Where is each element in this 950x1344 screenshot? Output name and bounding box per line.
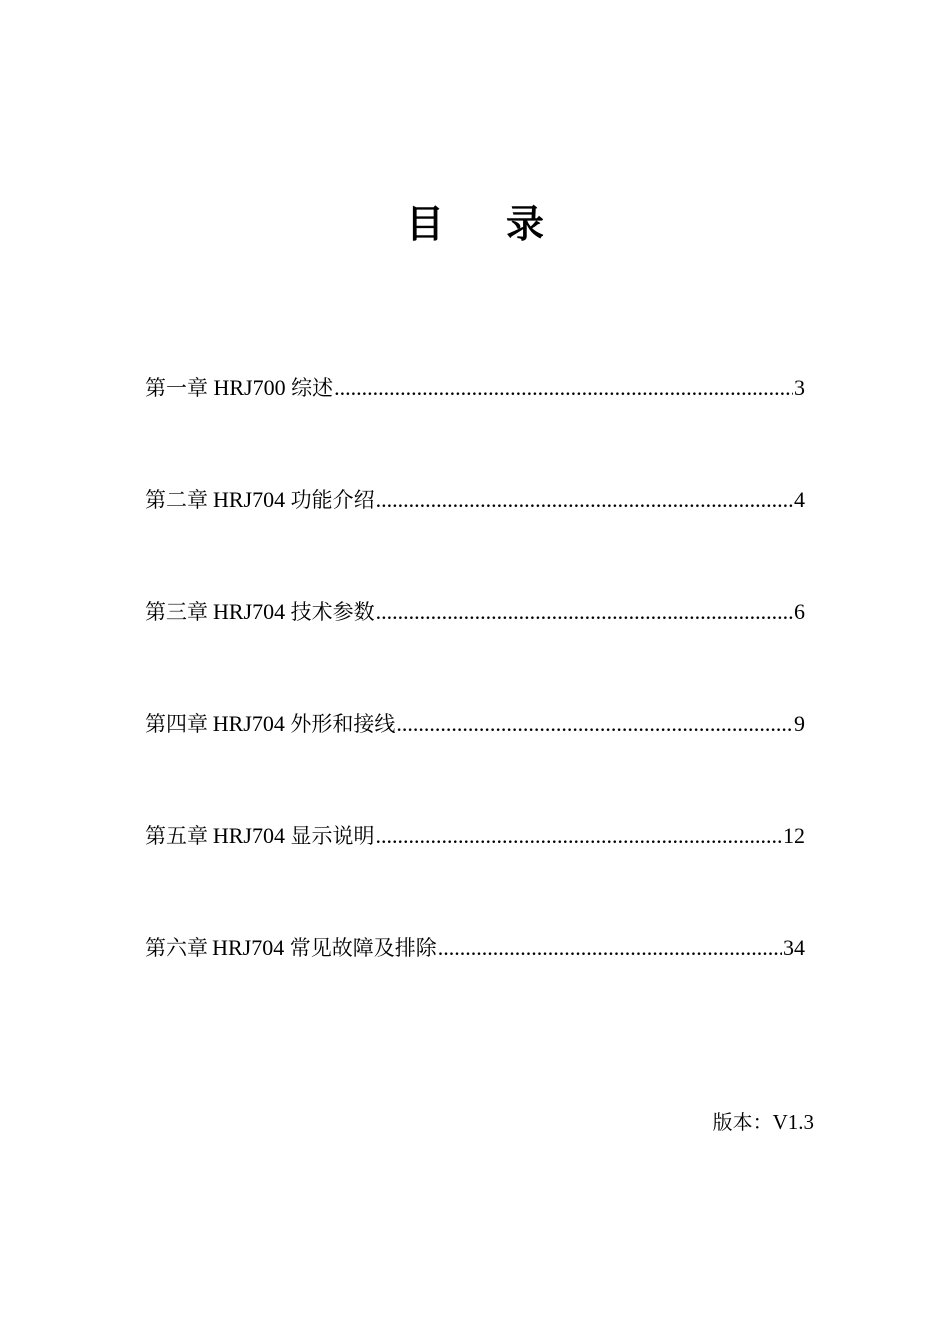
toc-page-number: 3 (794, 375, 805, 400)
toc-entry-2[interactable] (145, 478, 805, 590)
toc-dot-leader (376, 478, 793, 522)
toc-chapter-title: 显示说明 (290, 824, 375, 848)
table-of-contents (145, 366, 805, 1038)
toc-chapter-number: 第一章 (145, 376, 208, 400)
toc-page-number: 34 (783, 935, 805, 960)
version-label (713, 1104, 814, 1140)
toc-chapter-number: 第六章 (145, 936, 208, 960)
toc-model: HRJ704 (212, 487, 286, 512)
version-caption: 版本： (712, 1110, 773, 1134)
version-number: V1.3 (772, 1110, 814, 1134)
toc-chapter-number: 第四章 (145, 712, 208, 736)
toc-model: HRJ704 (212, 823, 285, 848)
toc-model: HRJ704 (212, 711, 285, 736)
toc-page-number: 9 (794, 711, 805, 736)
toc-dot-leader (438, 926, 782, 970)
toc-entry-4[interactable] (145, 702, 805, 814)
toc-dot-leader (396, 702, 793, 746)
toc-chapter-title: 技术参数 (290, 600, 375, 624)
toc-entry-5[interactable] (145, 814, 805, 926)
toc-chapter-number: 第二章 (145, 488, 208, 512)
toc-dot-leader (334, 366, 793, 410)
toc-dot-leader (375, 814, 782, 858)
page-title (0, 196, 950, 252)
toc-chapter-title: 外形和接线 (290, 712, 396, 736)
toc-entry-3[interactable] (145, 590, 805, 702)
toc-model: HRJ700 (213, 375, 286, 400)
toc-chapter-title: 功能介绍 (290, 488, 375, 512)
toc-chapter-title: 常见故障及排除 (289, 936, 437, 960)
toc-dot-leader (376, 590, 793, 634)
toc-chapter-number: 第三章 (145, 600, 208, 624)
toc-model: HRJ704 (212, 599, 286, 624)
toc-page-number: 4 (794, 487, 805, 512)
toc-chapter-number: 第五章 (145, 824, 208, 848)
toc-chapter-title: 综述 (291, 376, 334, 400)
title-char-2: 录 (506, 202, 545, 246)
toc-entry-1[interactable] (145, 366, 805, 478)
toc-entry-6[interactable] (145, 926, 805, 1038)
toc-page-number: 12 (783, 823, 805, 848)
toc-model: HRJ704 (212, 935, 285, 960)
toc-page-number: 6 (794, 599, 805, 624)
title-char-1: 目 (405, 202, 444, 246)
